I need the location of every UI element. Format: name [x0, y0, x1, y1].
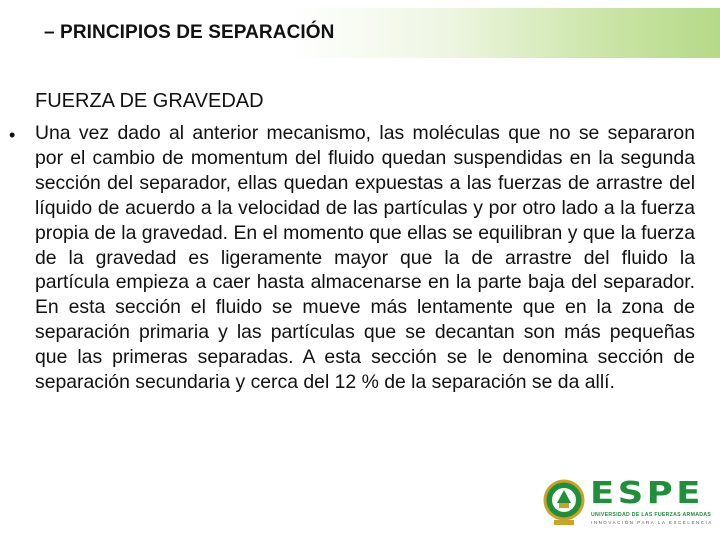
brand-subtitle: UNIVERSIDAD DE LAS FUERZAS ARMADAS [591, 512, 712, 518]
section-title: FUERZA DE GRAVEDAD [35, 90, 264, 112]
brand-tagline: INNOVACIÓN PARA LA EXCELENCIA [591, 520, 713, 525]
body-paragraph: Una vez dado al anterior mecanismo, las moléculas que no se separaron por el cambio de momentum del fluido quedan suspendidas en la segunda sección del separador, ellas quedan expuestas a las fuerzas de arrastre del líquido de acuerdo a la velocidad de las partículas y por otro lado a la fuerza propia de la gravedad. En el momento que ellas se equilibran y que la fuerza de la gravedad es ligeramente mayor que la de arrastre del fluido la partícula empieza a caer hasta almacenarse en la parte baja del separador. En esta sección el fluido se mueve más lentamente que en la zona de separación primaria y las partículas que se decantan son más pequeñas que las primeras separadas. A esta sección se le denomina sección de separación secundaria y cerca del 12 % de la separación se da allí. [35, 122, 695, 394]
brand-name: ESPE [590, 476, 704, 511]
bullet-icon: • [9, 125, 16, 145]
espe-logo [542, 476, 712, 530]
university-crest-icon [542, 478, 586, 528]
slide-title: – PRINCIPIOS DE SEPARACIÓN [44, 22, 335, 43]
